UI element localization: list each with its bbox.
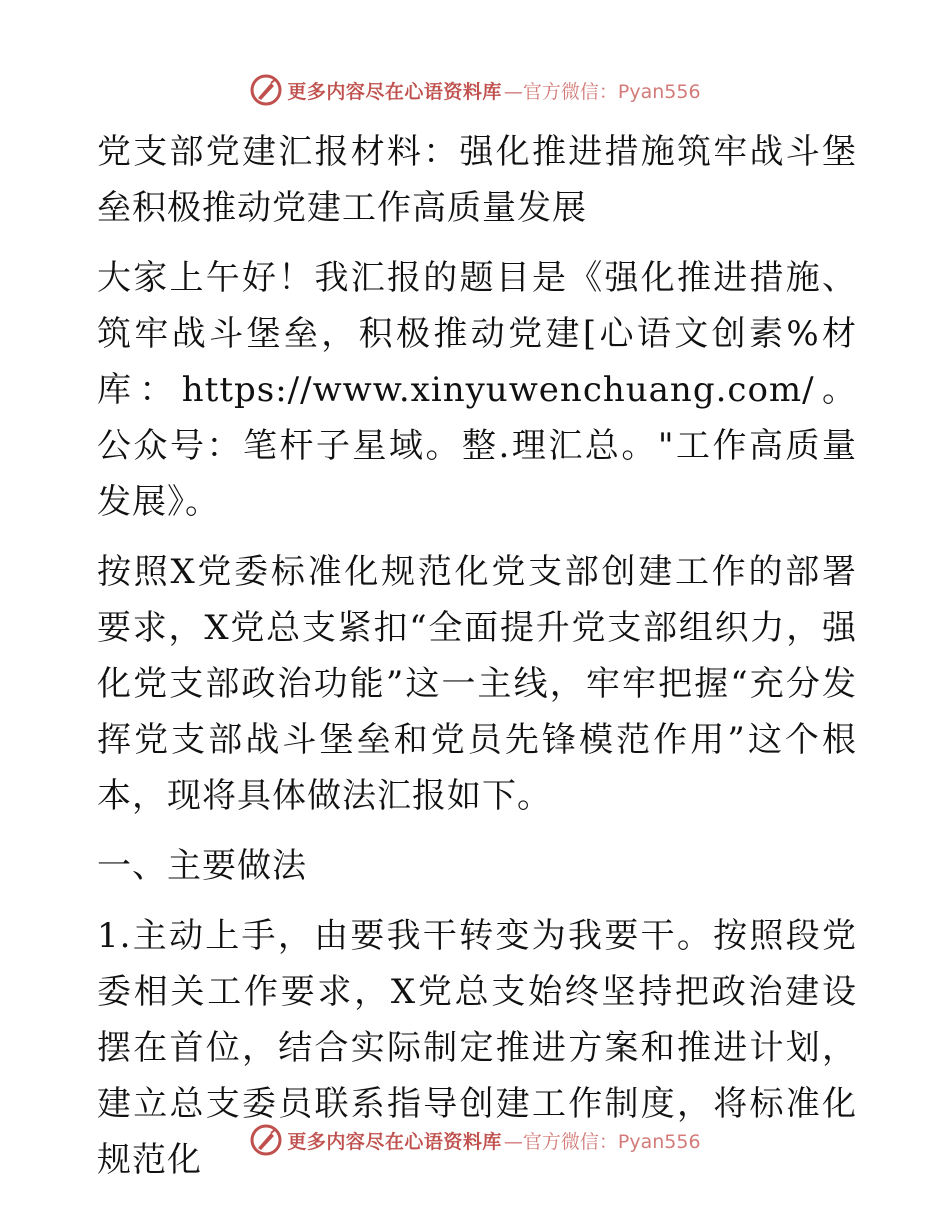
section-heading: 一、主要做法: [97, 846, 307, 886]
banner-brand-text: 更多内容尽在心语资料库: [287, 1130, 502, 1153]
quill-pen-logo-icon: [249, 1123, 283, 1157]
document-body: [97, 124, 857, 1202]
paragraph-intro: 按照X党委标准化规范化党支部创建工作的部署要求，X党总支紧扣“全面提升党支部组织力，强化党支部政治功能”这一主线，牢牢把握“充分发挥党支部战斗堡垒和党员先锋模范作用”这个根本，现将具体做法汇报如下。: [97, 552, 857, 816]
paragraph-item-1: 1.主动上手，由要我干转变为我要干。按照段党委相关工作要求，X党总支始终坚持把政治建设摆在首位，结合实际制定推进方案和推进计划，建立总支委员联系指导创建工作制度，将标准化规范化: [97, 916, 857, 1180]
banner-brand-text: 更多内容尽在心语资料库: [287, 80, 502, 103]
banner-wechat-text: —官方微信：Pyan556: [503, 80, 701, 103]
header-watermark-banner: [0, 70, 950, 110]
footer-watermark-banner: [0, 1120, 950, 1160]
document-title: 党支部党建汇报材料：强化推进措施筑牢战斗堡垒积极推动党建工作高质量发展: [97, 132, 857, 228]
paragraph-greeting: 大家上午好！我汇报的题目是《强化推进措施、筑牢战斗堡垒，积极推动党建[心语文创素%材库：https://www.xinyuwenchuang.com/。公众号：笔杆子星域。整.理汇总。"工作高质量发展》。: [97, 258, 857, 522]
banner-wechat-text: —官方微信：Pyan556: [503, 1130, 701, 1153]
quill-pen-logo-icon: [249, 73, 283, 107]
